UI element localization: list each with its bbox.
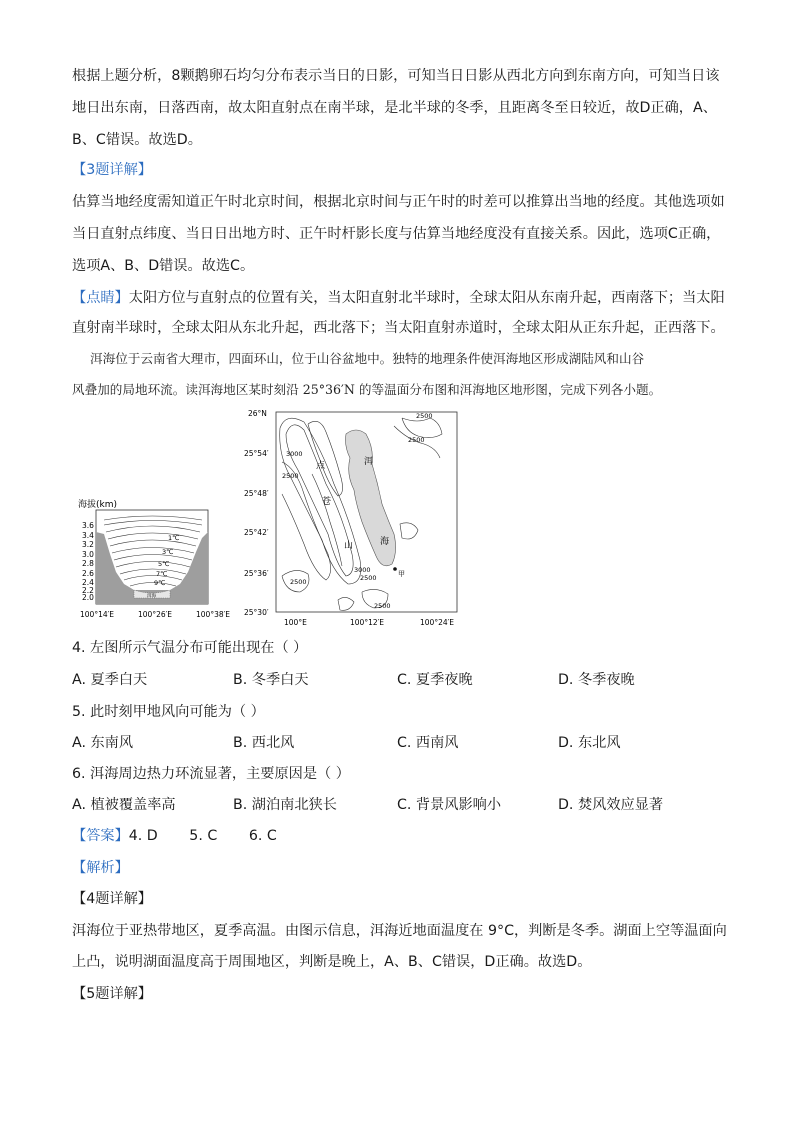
lat-tick: 25°36′ <box>244 569 269 578</box>
y-tick-label: 3.0 <box>82 550 94 559</box>
contour-label: 3000 <box>354 566 371 574</box>
section-heading-q4: 【4题详解】 <box>72 891 152 907</box>
mountain-label-2: 苍 <box>322 497 332 507</box>
isotherm-section-chart <box>76 494 246 624</box>
lake-label-1: 洱 <box>364 457 374 467</box>
paragraph-line: 直射南半球时，全球太阳从东北升起，西北落下；当太阳直射赤道时，全球太阳从正东升起，正西落下。 <box>72 320 725 336</box>
paragraph-line: 地日出东南，日落西南，故太阳直射点在南半球，是北半球的冬季，且距离冬至日较近，故D正确，A、 <box>72 100 717 116</box>
paragraph-line: B、C错误。故选D。 <box>72 132 202 148</box>
intro-line: 风叠加的局地环流。读洱海地区某时刻沿 25°36′N 的等温面分布图和洱海地区地形图，完成下列各小题。 <box>72 382 662 397</box>
paragraph-line: 估算当地经度需知道正午时北京时间，根据北京时间与正午时的时差可以推算出当地的经度。其他选项如 <box>72 194 725 210</box>
contour-label: 2500 <box>374 602 391 610</box>
paragraph-line: 上凸，说明湖面温度高于周围地区，判断是晚上，A、B、C错误，D正确。故选D。 <box>72 954 592 970</box>
option-6a[interactable]: A. 植被覆盖率高 <box>72 797 176 813</box>
y-tick-label: 2.8 <box>82 559 94 568</box>
isotherm-label: 3℃ <box>162 548 174 556</box>
contour-label: 2500 <box>290 578 307 586</box>
section-heading-q3: 【3题详解】 <box>72 162 152 178</box>
contour-label: 2500 <box>282 472 299 480</box>
lat-tick: 25°54′ <box>244 449 269 458</box>
answer-line <box>72 826 277 846</box>
contour-label: 2500 <box>360 574 377 582</box>
point-jia-marker <box>393 567 397 571</box>
question-stem-6: 6. 洱海周边热力环流显著，主要原因是（ ） <box>72 766 350 782</box>
section-heading-q5: 【5题详解】 <box>72 986 152 1002</box>
option-5b[interactable]: B. 西北风 <box>233 735 295 751</box>
isotherm-label: 7℃ <box>156 570 168 578</box>
isotherm-label: 1℃ <box>168 534 180 542</box>
mountain-label-3: 山 <box>344 541 354 551</box>
answer-text: 4. D 5. C 6. C <box>128 828 277 844</box>
x-tick-label: 100°14′E <box>80 610 115 619</box>
paragraph-line: 当日直射点纬度、当日日出地方时、正午时杆影长度与估算当地经度没有直接关系。因此，选项C正确， <box>72 226 721 242</box>
y-tick-label: 2.2 <box>82 586 94 595</box>
point-jia-label: 甲 <box>398 570 405 578</box>
tip-label: 【点睛】 <box>72 290 129 306</box>
erhai-terrain-map <box>242 404 467 630</box>
y-tick-label: 2.4 <box>82 578 94 587</box>
option-5c[interactable]: C. 西南风 <box>397 735 459 751</box>
lon-tick: 100°24′E <box>420 618 455 627</box>
contour-label: 2500 <box>408 436 425 444</box>
lat-tick: 25°42′ <box>244 528 269 537</box>
option-5d[interactable]: D. 东北风 <box>558 735 621 751</box>
lat-tick: 25°30′ <box>244 608 269 617</box>
intro-line: 洱海位于云南省大理市，四面环山，位于山谷盆地中。独特的地理条件使洱海地区形成湖陆风和山谷 <box>90 351 645 366</box>
option-4d[interactable]: D. 冬季夜晚 <box>558 672 635 688</box>
y-tick-label: 3.4 <box>82 531 94 540</box>
isotherm-label: 9℃ <box>154 579 166 587</box>
question-stem-5: 5. 此时刻甲地风向可能为（ ） <box>72 704 265 720</box>
contour-label: 2500 <box>416 412 433 420</box>
paragraph-line: 洱海位于亚热带地区，夏季高温。由图示信息，洱海近地面温度在 9°C，判断是冬季。湖面上空等温面向 <box>72 923 727 939</box>
tip-line <box>72 288 725 308</box>
option-4b[interactable]: B. 冬季白天 <box>233 672 309 688</box>
question-stem-4: 4. 左图所示气温分布可能出现在（ ） <box>72 640 308 656</box>
answer-label: 【答案】 <box>72 828 129 844</box>
isotherm-label: 5℃ <box>158 560 170 568</box>
option-6c[interactable]: C. 背景风影响小 <box>397 797 502 813</box>
x-tick-label: 100°26′E <box>138 610 173 619</box>
x-tick-label: 100°38′E <box>196 610 231 619</box>
lat-tick: 26°N <box>248 409 267 418</box>
y-tick-label: 2.6 <box>82 569 94 578</box>
y-tick-label: 2.0 <box>82 593 94 602</box>
option-4a[interactable]: A. 夏季白天 <box>72 672 148 688</box>
option-6b[interactable]: B. 湖泊南北狭长 <box>233 797 337 813</box>
lat-tick: 25°48′ <box>244 489 269 498</box>
contour-label: 3000 <box>286 450 303 458</box>
lake-label: 洱海 <box>147 594 156 599</box>
paragraph-line: 选项A、B、D错误。故选C。 <box>72 258 255 274</box>
y-tick-label: 3.2 <box>82 540 94 549</box>
chart-ylabel: 海拔(km) <box>78 500 118 510</box>
option-5a[interactable]: A. 东南风 <box>72 735 134 751</box>
lon-tick: 100°E <box>284 618 307 627</box>
mountain-label-1: 点 <box>316 461 326 471</box>
option-6d[interactable]: D. 焚风效应显著 <box>558 797 664 813</box>
y-tick-label: 3.6 <box>82 521 94 530</box>
paragraph-line: 根据上题分析，8颗鹅卵石均匀分布表示当日的日影，可知当日日影从西北方向到东南方向，可知当日该 <box>72 68 720 84</box>
lon-tick: 100°12′E <box>350 618 385 627</box>
lake-label-2: 海 <box>380 537 390 547</box>
tip-text: 太阳方位与直射点的位置有关，当太阳直射北半球时，全球太阳从东南升起，西南落下；当太阳 <box>128 290 725 306</box>
analysis-label: 【解析】 <box>72 860 129 876</box>
option-4c[interactable]: C. 夏季夜晚 <box>397 672 473 688</box>
